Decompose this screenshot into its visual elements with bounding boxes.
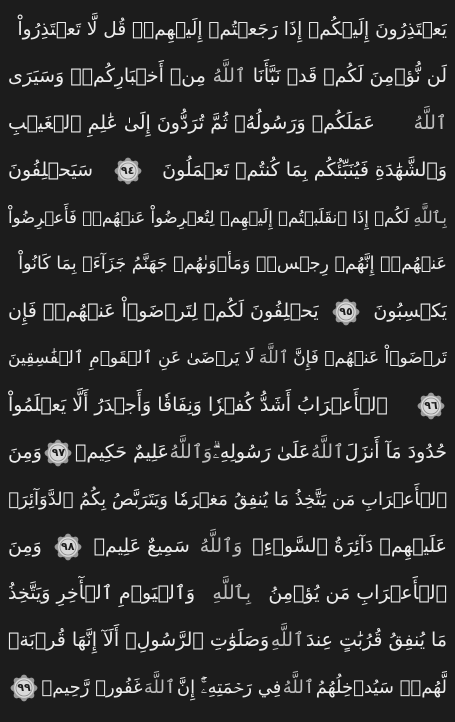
verse-text: حُدُودَ مَآ أَنزَلَ	[344, 441, 447, 463]
divine-name-text: ٱللَّهَ	[258, 348, 289, 368]
verse-text: وَٱلشَّهَٰدَةِ فَيُنَبِّئُكُم بِمَا كُنتُمۡ تَعۡمَلُونَ	[162, 159, 447, 181]
verse-text: ٱلۡأَعۡرَابِ مَن يَتَّخِذُ مَا يُنفِقُ مَغۡرَمٗا وَيَتَرَبَّصُ بِكُمُ ٱلدَّوَآئِرَۚ	[8, 489, 447, 510]
verse-text: وَمِنَ	[8, 535, 42, 557]
verse-text: عَمَلَكُمۡ وَرَسُولُهُۥ ثُمَّ تُرَدُّونَ إِلَىٰ عَٰلِمِ ٱلۡغَيۡبِ	[8, 112, 375, 134]
ayah-number-marker	[114, 157, 142, 185]
verse-text: يَحۡلِفُونَ لَكُمۡ لِتَرۡضَوۡاْ عَنۡهُمۡۖ فَإِن	[8, 300, 319, 322]
verse-text: عَلَيۡهِمۡ دَآئِرَةُ ٱلسَّوۡءِۗ	[252, 535, 447, 557]
verse-text: مَا يُنفِقُ قُرُبَٰتٍ عِندَ	[305, 629, 447, 651]
ayah-number: ٩٥	[339, 304, 353, 318]
divine-name-text: ٱللَّهُ	[310, 441, 345, 463]
verse-text: ٱلۡأَعۡرَابُ أَشَدُّ كُفۡرٗا وَنِفَاقٗا وَأَجۡدَرُ أَلَّا يَعۡلَمُواْ	[8, 394, 388, 416]
verse-line	[8, 570, 447, 617]
ayah-number-marker	[54, 533, 82, 561]
divine-name-text: ٱللَّهُ	[282, 677, 315, 698]
ayah-number-marker	[10, 674, 38, 702]
verse-line	[8, 241, 447, 288]
verse-line	[8, 335, 447, 382]
verse-text: يَكۡسِبُونَ	[373, 300, 447, 322]
verse-line	[8, 476, 447, 523]
divine-name-text: ٱللَّهُ	[413, 112, 447, 134]
verse-text: وَمِنَ	[8, 441, 42, 463]
verse-text: ٱلۡأَعۡرَابِ مَن يُؤۡمِنُ	[268, 582, 447, 604]
ayah-number-marker	[417, 392, 445, 420]
verse-line	[8, 194, 447, 241]
ayah-number-marker	[332, 298, 360, 326]
verse-text: يَعۡتَذِرُونَ إِلَيۡكُمۡ إِذَا رَجَعۡتُمۡ إِلَيۡهِمۡۚ قُل لَّا تَعۡتَذِرُواْ	[17, 19, 447, 40]
verse-text: عَنۡهُمۡۖ إِنَّهُمۡ رِجۡسٞۖ وَمَأۡوَىٰهُمۡ جَهَنَّمُ جَزَآءَۢ بِمَا كَانُواْ	[18, 254, 447, 274]
divine-name-text: ٱللَّهِ	[270, 629, 305, 651]
verse-line	[8, 147, 447, 194]
ayah-number: ٩٩	[17, 680, 31, 694]
verse-line	[8, 288, 447, 335]
verse-text: وَٱلۡيَوۡمِ ٱلۡأٓخِرِ وَيَتَّخِذُ	[8, 582, 196, 604]
verse-line	[8, 100, 447, 147]
verse-line	[8, 664, 447, 711]
verse-text: لَا يَرۡضَىٰ عَنِ ٱلۡقَوۡمِ ٱلۡفَٰسِقِينَ	[8, 348, 255, 368]
verse-text: مِنۡ أَخۡبَارِكُمۡۚ وَسَيَرَى	[8, 65, 206, 87]
ayah-number-marker	[44, 439, 72, 467]
ayah-number: ٩٦	[424, 398, 438, 412]
verse-line	[8, 429, 447, 476]
verse-line	[8, 523, 447, 570]
verse-text: عَلَىٰ رَسُولِهِۦۗ	[212, 441, 311, 463]
divine-name-text: ٱللَّهُ	[212, 65, 247, 87]
divine-name-text: بِٱللَّهِ	[413, 208, 447, 227]
verse-line	[8, 617, 447, 664]
divine-name-text: بِٱللَّهِ	[212, 582, 252, 604]
verse-line	[8, 6, 447, 53]
verse-text: لَكُمۡ إِذَا ٱنقَلَبۡتُمۡ إِلَيۡهِمۡ لِتُعۡرِضُواْ عَنۡهُمۡۖ فَأَعۡرِضُواْ	[8, 208, 410, 227]
ayah-number: ٩٨	[61, 539, 75, 553]
verse-text: وَصَلَوَٰتِ ٱلرَّسُولِۚ أَلَآ إِنَّهَا قُرۡبَةٞ	[8, 629, 270, 651]
verse-text: عَلِيمٌ حَكِيمٞ	[74, 441, 170, 463]
ayah-number: ٩٤	[120, 163, 135, 177]
verse-text: لَّهُمۡۚ سَيُدۡخِلُهُمُ	[315, 677, 447, 698]
divine-name-text: وَٱللَّهُ	[199, 535, 243, 557]
verse-text: تَرۡضَوۡاْ عَنۡهُمۡ فَإِنَّ	[293, 348, 447, 368]
verse-line	[8, 382, 447, 429]
divine-name-text: وَٱللَّهُ	[169, 441, 213, 463]
verse-text: سَمِيعٌ عَلِيمٞ	[93, 535, 190, 557]
verse-text: لَن نُّؤۡمِنَ لَكُمۡ قَدۡ نَبَّأَنَا	[252, 65, 447, 87]
ayah-number: ٩٧	[51, 445, 66, 459]
verse-text: سَيَحۡلِفُونَ	[8, 159, 93, 181]
verse-line	[8, 53, 447, 100]
verse-text: غَفُورٞ رَّحِيمٞ	[41, 677, 143, 698]
divine-name-text: ٱللَّهَ	[143, 677, 176, 698]
verse-text: فِي رَحۡمَتِهِۦٓۚ إِنَّ	[176, 677, 282, 698]
